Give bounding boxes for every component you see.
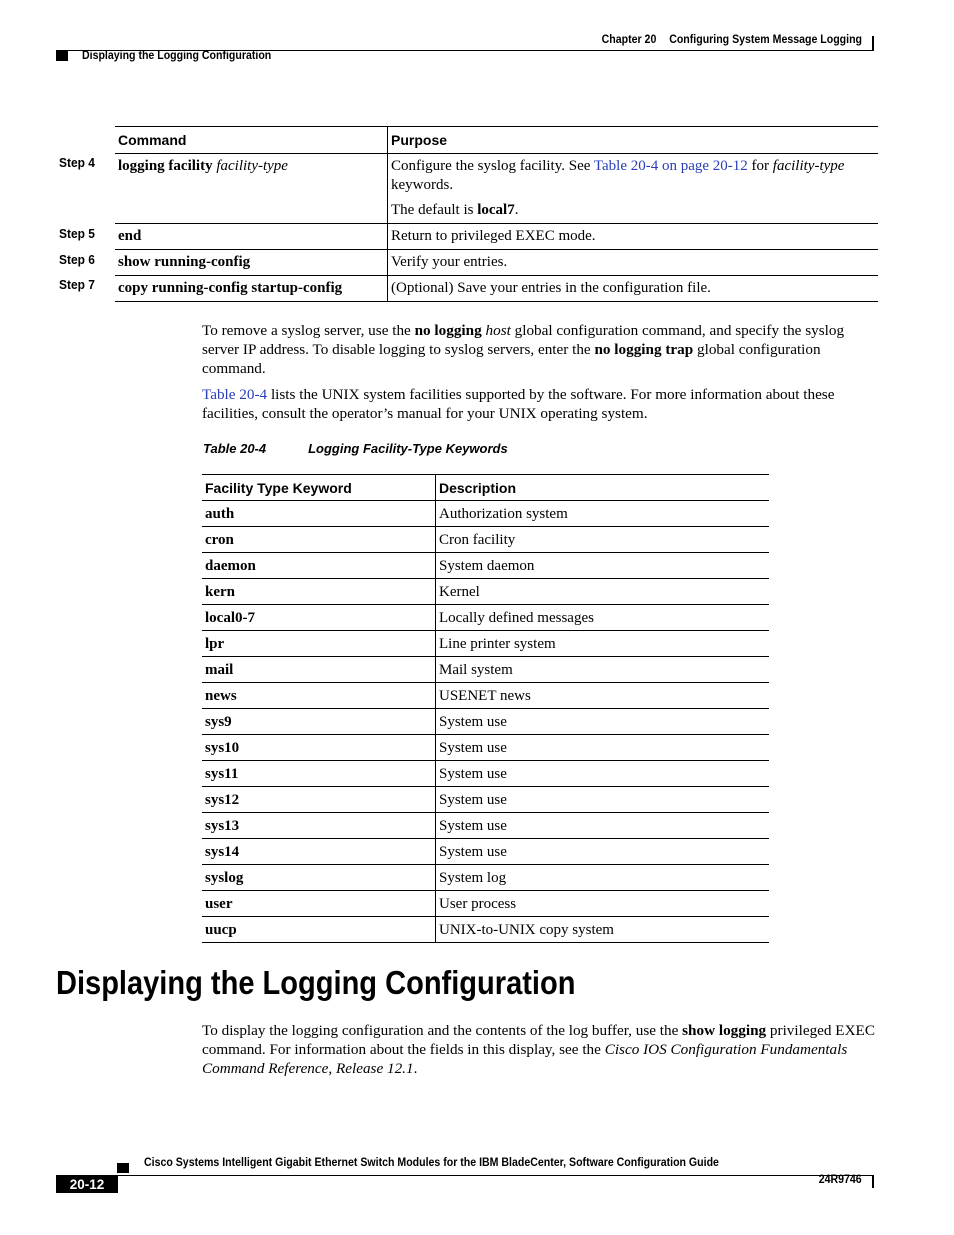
reference-title: Cisco IOS Configuration Fundamentals Command Reference, Release 12.1 [202, 1041, 848, 1077]
body-text: global configuration command. [202, 341, 821, 377]
purpose-cell: (Optional) Save your entries in the configuration file. [388, 276, 879, 302]
header-marker [56, 51, 68, 61]
command-argument: host [485, 322, 511, 339]
table-20-4-link[interactable]: Table 20-4 [202, 386, 268, 403]
command-cell [115, 154, 388, 224]
command-argument: facility-type [216, 158, 288, 174]
table-header-row [202, 475, 769, 501]
table-row [202, 579, 769, 605]
command-keyword: show running-config [118, 254, 251, 270]
description-cell: User process [436, 891, 770, 917]
table-row [202, 787, 769, 813]
keyword-cell: mail [202, 657, 436, 683]
command-keyword: no logging [414, 322, 482, 339]
description-cell: System use [436, 709, 770, 735]
keyword-cell: syslog [202, 865, 436, 891]
keyword-cell: kern [202, 579, 436, 605]
purpose-argument: facility-type [772, 158, 845, 174]
keyword-cell: lpr [202, 631, 436, 657]
table-row [202, 839, 769, 865]
description-cell: System use [436, 735, 770, 761]
table-row [202, 813, 769, 839]
table-header-row [115, 127, 878, 154]
keyword-cell: user [202, 891, 436, 917]
page-number: 20-12 [56, 1176, 118, 1193]
description-cell: Kernel [436, 579, 770, 605]
description-cell: System log [436, 865, 770, 891]
footer-rule [56, 1175, 874, 1176]
running-header-section: Displaying the Logging Configuration [82, 50, 272, 62]
footer-title: Cisco Systems Intelligent Gigabit Ethernet Switch Modules for the IBM BladeCenter, Software Configuration Guide [144, 1157, 719, 1169]
description-cell: System use [436, 761, 770, 787]
table-row [115, 276, 878, 302]
description-cell: System daemon [436, 553, 770, 579]
chapter-title: Configuring System Message Logging [669, 34, 862, 46]
table-row [202, 631, 769, 657]
facility-table [202, 474, 769, 943]
command-keyword: show logging [682, 1022, 767, 1039]
keyword-cell: sys14 [202, 839, 436, 865]
description-cell: System use [436, 787, 770, 813]
description-cell: USENET news [436, 683, 770, 709]
purpose-cell [388, 154, 879, 224]
table-row [202, 891, 769, 917]
chapter-number: Chapter 20 [601, 34, 657, 46]
keyword-cell: sys13 [202, 813, 436, 839]
default-text: The default is [391, 202, 474, 218]
keyword-cell: daemon [202, 553, 436, 579]
purpose-text: Configure the syslog facility. See [391, 158, 591, 174]
table-row [202, 761, 769, 787]
default-period: . [514, 202, 519, 218]
table-row [202, 553, 769, 579]
body-paragraph [202, 321, 878, 378]
body-text: To remove a syslog server, use the [202, 322, 411, 339]
body-text: To display the logging configuration and the contents of the log buffer, use the [202, 1022, 679, 1039]
keyword-cell: auth [202, 501, 436, 527]
table-row [202, 605, 769, 631]
command-cell [115, 250, 388, 276]
command-keyword: logging facility [118, 158, 213, 174]
document-number: 24R9746 [819, 1174, 862, 1186]
table-row [115, 224, 878, 250]
header-bar [872, 36, 874, 50]
column-header-purpose: Purpose [388, 127, 879, 154]
caption-label: Table 20-4 [203, 441, 267, 456]
purpose-cell: Verify your entries. [388, 250, 879, 276]
description-cell: UNIX-to-UNIX copy system [436, 917, 770, 943]
description-cell: Authorization system [436, 501, 770, 527]
table-row [202, 865, 769, 891]
description-cell: Cron facility [436, 527, 770, 553]
command-keyword: no logging trap [594, 341, 694, 358]
step-label: Step 7 [59, 277, 95, 292]
keyword-cell: sys11 [202, 761, 436, 787]
caption-title: Logging Facility-Type Keywords [308, 441, 508, 456]
body-paragraph [202, 1021, 878, 1078]
footer-marker [117, 1163, 129, 1173]
table-row [202, 735, 769, 761]
footer-bar [872, 1175, 874, 1188]
column-header-command: Command [115, 127, 388, 154]
table-row [202, 527, 769, 553]
column-header-description: Description [436, 475, 770, 501]
keyword-cell: cron [202, 527, 436, 553]
default-value: local7 [477, 202, 515, 218]
body-paragraph [202, 385, 878, 423]
purpose-text: keywords. [391, 177, 454, 193]
body-text: global configuration command, and specify the syslog server IP address. To disable logging to syslog servers, enter the [202, 322, 845, 358]
running-header-chapter [602, 34, 862, 46]
step-label: Step 5 [59, 226, 95, 241]
body-text: privileged EXEC command. For information about the fields in this display, see the [202, 1022, 875, 1058]
step-label: Step 4 [59, 155, 95, 170]
keyword-cell: uucp [202, 917, 436, 943]
keyword-cell: sys9 [202, 709, 436, 735]
description-cell: Locally defined messages [436, 605, 770, 631]
table-row [115, 250, 878, 276]
keyword-cell: sys12 [202, 787, 436, 813]
purpose-cell: Return to privileged EXEC mode. [388, 224, 879, 250]
description-cell: Line printer system [436, 631, 770, 657]
description-cell: System use [436, 839, 770, 865]
table-row [202, 683, 769, 709]
command-keyword: copy running-config startup-config [118, 280, 343, 296]
purpose-text: for [751, 158, 770, 174]
table-20-4-link[interactable]: Table 20-4 on page 20-12 [593, 158, 748, 174]
keyword-cell: sys10 [202, 735, 436, 761]
body-text: lists the UNIX system facilities supported by the software. For more information about these facilities, consult the operator’s manual for your UNIX operating system. [202, 386, 835, 422]
table-row [202, 657, 769, 683]
body-text: . [413, 1060, 418, 1077]
table-row [202, 501, 769, 527]
column-header-keyword: Facility Type Keyword [202, 475, 436, 501]
table-row [202, 917, 769, 943]
command-keyword: end [118, 228, 142, 244]
steps-table [115, 126, 878, 302]
command-cell [115, 276, 388, 302]
description-cell: Mail system [436, 657, 770, 683]
section-heading: Displaying the Logging Configuration [56, 964, 576, 1001]
table-row [202, 709, 769, 735]
step-label: Step 6 [59, 252, 95, 267]
keyword-cell: news [202, 683, 436, 709]
table-caption [203, 441, 508, 456]
table-row [115, 154, 878, 224]
description-cell: System use [436, 813, 770, 839]
keyword-cell: local0-7 [202, 605, 436, 631]
command-cell [115, 224, 388, 250]
